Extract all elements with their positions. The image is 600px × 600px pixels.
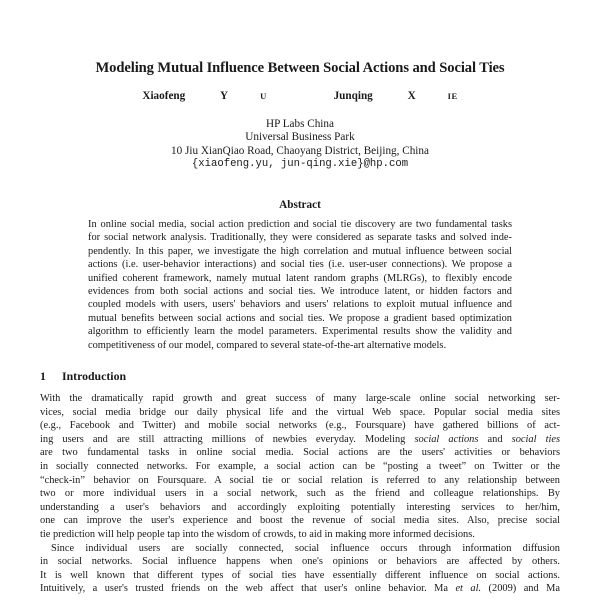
text-run: Intuitively, a user's trusted friends on the web affect that user's online behavior. Ma [40, 583, 456, 595]
text-line: in socially connected networks. For example, a social action can be “posting a tweet” on Twitter or the [40, 460, 560, 472]
text-line: understanding a user's behaviors and accordingly exploiting potentially interesting services to her/him, [40, 501, 560, 513]
abstract-line: pendently. In this paper, we investigate the high correlation and mutual influence between social [88, 245, 512, 257]
text-line: are two fundamental tasks in online social media. Social actions are the users' activities or behaviors [40, 447, 560, 459]
section-heading-introduction [40, 369, 126, 384]
abstract-line: evidences from both social actions and social ties. We introduce latent, or hidden factors and [88, 286, 512, 298]
text-line: vices, social media bridge our daily physical life and the virtual Web space. Popular social media sites [40, 406, 560, 418]
text-run: (2009) and Ma [481, 583, 561, 595]
emphasis-social-actions: social actions [414, 433, 479, 445]
text-line: It is well known that different types of social ties have essentially different influence on social actions. [40, 569, 560, 581]
author-emails: {xiaofeng.yu, jun-qing.xie}@hp.com [191, 158, 409, 171]
affiliation-line-3: 10 Jiu XianQiao Road, Chaoyang District, Beijing, China [171, 144, 429, 157]
text-line [40, 582, 560, 596]
author-2 [318, 90, 474, 102]
section-title: Introduction [62, 369, 127, 383]
text-line: (e.g., Facebook and Twitter) and mobile social networks (e.g., Foursquare) have gathered billions of act- [40, 420, 560, 432]
author-first-name: Junqing [333, 90, 373, 102]
abstract-line: coupled models with users, users' behaviors and users' relations to exploit mutual influence and [88, 299, 512, 311]
author-last-initial: X [407, 90, 416, 102]
paragraph-2 [40, 542, 560, 596]
text-line: one can improve the user's experience and boost the revenue of social media sites. Also, precise social [40, 515, 560, 527]
introduction-body [40, 392, 560, 596]
author-last-rest: IE [447, 91, 458, 101]
abstract-line: mutual benefits between social actions and social ties. We propose a gradient based optimization [88, 312, 512, 324]
text-line: in social networks. Social influence happens when one's opinions or behaviors are affected by others. [40, 556, 560, 568]
text-line: With the dramatically rapid growth and great success of many large-scale online social networking ser- [40, 393, 560, 404]
text-line [40, 433, 560, 447]
text-run: ing users and are still attracting millions of newbies everyday. Modeling [40, 433, 415, 445]
paper-title: Modeling Mutual Influence Between Social Actions and Social Ties [95, 60, 505, 76]
author-last-initial: Y [220, 90, 229, 102]
paragraph-1 [40, 392, 560, 542]
author-list [0, 90, 600, 102]
emphasis-et-al: et al. [455, 583, 482, 595]
abstract-line: competitiveness of our model, compared to several state-of-the-art alternative models. [88, 339, 447, 351]
emphasis-social-ties: social ties [511, 433, 561, 445]
text-run: and [478, 433, 512, 445]
abstract-line: In online social media, social action prediction and social tie discovery are two fundamental tasks [88, 219, 512, 230]
affiliation-line-1: HP Labs China [266, 118, 334, 130]
text-line: two or more individual users in a social network, such as the friend and colleague relationships. By [40, 488, 560, 500]
author-last-rest: U [260, 91, 267, 101]
abstract-body [88, 218, 512, 352]
author-1 [126, 90, 282, 102]
text-line: Since individual users are socially connected, social influence occurs through information diffusion [51, 542, 560, 554]
section-number: 1 [40, 369, 46, 383]
abstract-line: for social network analysis. Traditionally, they were considered as separate tasks and solved inde- [88, 232, 512, 244]
text-line: tie prediction will help people tap into the wisdom of crowds, to aid in making more informed decisions. [40, 528, 475, 540]
text-line: “check-in” behavior on Foursquare. A social tie or social relation is referred to any relationship between [40, 474, 560, 486]
abstract-line: algorithm to efficiently learn the model parameters. Experimental results show the validity and [88, 326, 512, 338]
affiliation-line-2: Universal Business Park [245, 131, 355, 144]
abstract-line: unified coherent framework, namely mutual latent random graphs (MLRGs), to flexibly encode [88, 272, 512, 284]
abstract-heading: Abstract [279, 199, 321, 211]
author-first-name: Xiaofeng [142, 90, 186, 102]
affiliation [0, 118, 600, 172]
abstract-line: actions (i.e. user-behavior interactions) and social ties (i.e. user-user connections). We propose a [88, 259, 512, 271]
